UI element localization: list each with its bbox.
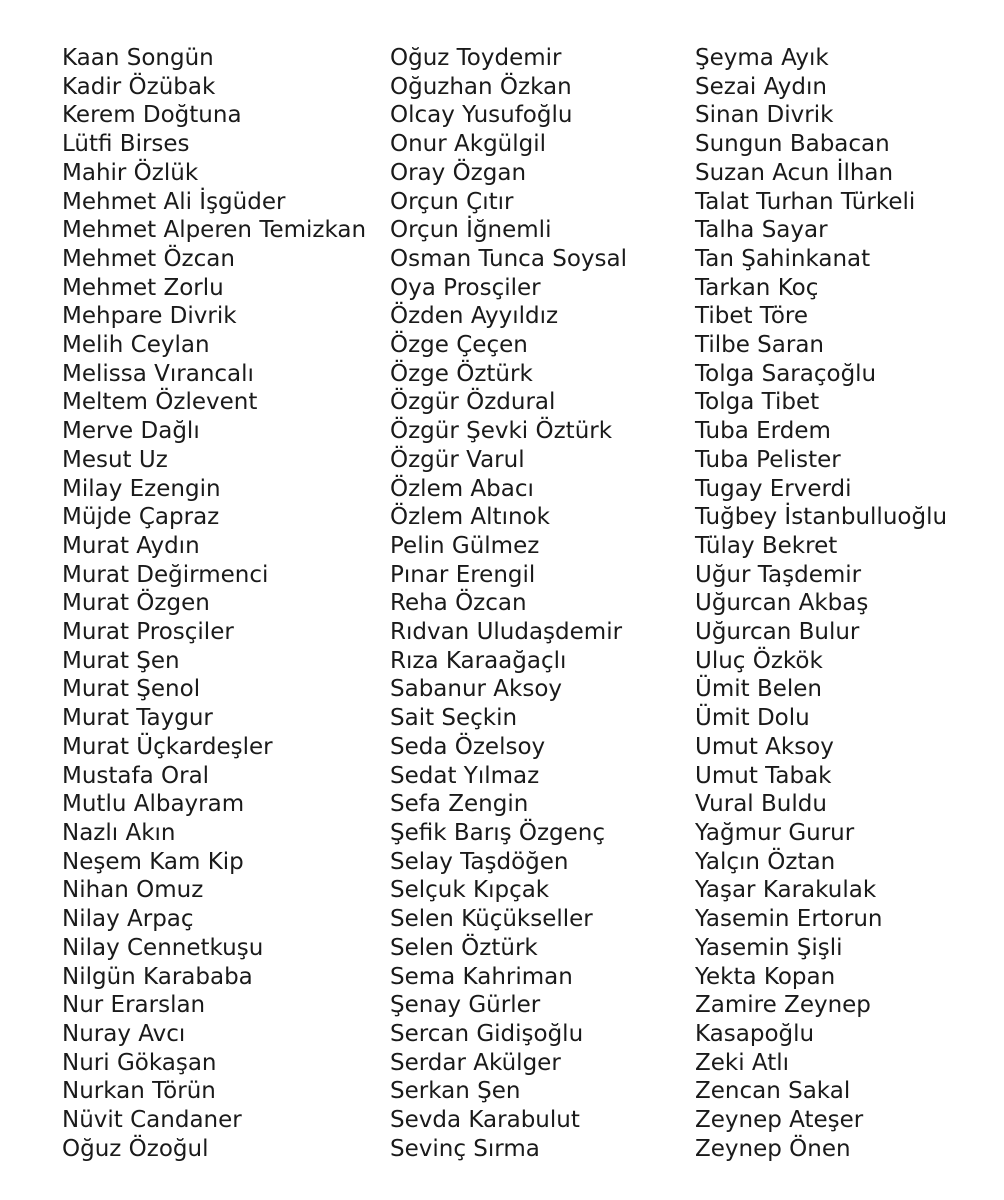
name-column-3 xyxy=(695,44,1000,1163)
name-entry: Seda Özelsoy xyxy=(390,733,546,760)
name-entry: Umut Tabak xyxy=(695,762,832,789)
name-entry: Selçuk Kıpçak xyxy=(390,877,550,904)
name-entry: Nilay Cennetkuşu xyxy=(62,934,264,961)
name-entry: Oğuzhan Özkan xyxy=(390,73,572,100)
name-entry: Mustafa Oral xyxy=(62,762,210,789)
name-entry: Şeyma Ayık xyxy=(695,45,829,71)
name-entry: Uğur Taşdemir xyxy=(695,561,862,588)
name-entry: Tuba Erdem xyxy=(695,418,831,445)
name-entry: Sait Seçkin xyxy=(390,705,518,732)
name-entry: Murat Değirmenci xyxy=(62,561,269,588)
name-entry: Selen Küçükseller xyxy=(390,906,593,933)
name-entry: Pelin Gülmez xyxy=(390,532,540,559)
name-entry: Sedat Yılmaz xyxy=(390,762,540,789)
name-entry: Mutlu Albayram xyxy=(62,791,245,818)
name-entry: Sezai Aydın xyxy=(695,73,827,100)
name-entry: Uğurcan Akbaş xyxy=(695,590,869,617)
name-entry: Murat Aydın xyxy=(62,532,200,559)
name-entry: Şenay Gürler xyxy=(390,992,541,1019)
name-entry: Ümit Dolu xyxy=(695,705,810,732)
name-entry: Mehmet Zorlu xyxy=(62,274,224,301)
name-entry: Tugay Erverdi xyxy=(695,475,852,502)
name-entry: Murat Üçkardeşler xyxy=(62,733,273,760)
name-entry: Nazlı Akın xyxy=(62,819,176,846)
name-entry: Mahir Özlük xyxy=(62,159,199,186)
name-entry: Yağmur Gurur xyxy=(695,819,855,846)
name-entry: Murat Taygur xyxy=(62,705,213,732)
name-entry: Yasemin Ertorun xyxy=(695,906,883,933)
name-entry: Sungun Babacan xyxy=(695,131,890,158)
name-entry: Oğuz Özoğul xyxy=(62,1135,209,1162)
name-entry: Yaşar Karakulak xyxy=(695,877,877,904)
name-entry: Sinan Divrik xyxy=(695,102,834,129)
name-entry: Murat Şenol xyxy=(62,676,201,703)
name-entry: Murat Özgen xyxy=(62,590,210,617)
name-entry: Uluç Özkök xyxy=(695,647,823,674)
name-entry: Zeki Atlı xyxy=(695,1049,790,1076)
name-entry: Özlem Abacı xyxy=(390,475,534,502)
name-entry: Tilbe Saran xyxy=(695,332,825,359)
name-entry: Serkan Şen xyxy=(390,1078,521,1105)
name-entry: Özgür Şevki Öztürk xyxy=(390,418,613,445)
name-entry: Nihan Omuz xyxy=(62,877,204,904)
name-entry: Melih Ceylan xyxy=(62,332,210,359)
name-entry: Zeynep Ateşer xyxy=(695,1107,864,1134)
name-entry: Mesut Uz xyxy=(62,446,168,473)
name-entry: Rıdvan Uludaşdemir xyxy=(390,619,623,646)
name-entry: Osman Tunca Soysal xyxy=(390,245,627,272)
name-entry: Murat Şen xyxy=(62,647,180,674)
name-entry: Mehpare Divrik xyxy=(62,303,237,330)
name-entry: Umut Aksoy xyxy=(695,733,834,760)
name-entry: Nilgün Karababa xyxy=(62,963,253,990)
name-entry: Kaan Songün xyxy=(62,45,214,71)
name-entry: Tolga Saraçoğlu xyxy=(695,360,877,387)
name-entry: Pınar Erengil xyxy=(390,561,536,588)
name-entry: Zeynep Önen xyxy=(695,1135,851,1162)
name-entry: Zencan Sakal xyxy=(695,1078,851,1105)
name-entry: Milay Ezengin xyxy=(62,475,221,502)
name-entry: Nuray Avcı xyxy=(62,1020,186,1047)
name-entry: Sevinç Sırma xyxy=(390,1135,540,1162)
name-entry: Özgür Özdural xyxy=(390,389,556,416)
name-entry: Selen Öztürk xyxy=(390,934,538,961)
name-entry: Tolga Tibet xyxy=(695,389,820,416)
name-entry: Nurkan Törün xyxy=(62,1078,216,1105)
name-entry: Orçun İğnemli xyxy=(390,217,552,244)
name-entry: Selay Taşdöğen xyxy=(390,848,569,875)
name-entry: Onur Akgülgil xyxy=(390,131,547,158)
name-entry: Özgür Varul xyxy=(390,446,525,473)
name-entry: Rıza Karaağaçlı xyxy=(390,647,567,674)
name-entry: Suzan Acun İlhan xyxy=(695,159,894,186)
name-entry: Serdar Akülger xyxy=(390,1049,561,1076)
name-entry: Sevda Karabulut xyxy=(390,1107,580,1134)
name-entry: Meltem Özlevent xyxy=(62,389,258,416)
name-entry: Melissa Vırancalı xyxy=(62,360,254,387)
name-entry: Mehmet Alperen Temizkan xyxy=(62,217,367,244)
name-entry: Orçun Çıtır xyxy=(390,188,514,215)
name-column-1 xyxy=(62,44,372,1163)
name-entry: Sabanur Aksoy xyxy=(390,676,563,703)
name-entry: Oray Özgan xyxy=(390,159,527,186)
name-entry: Vural Buldu xyxy=(695,791,827,818)
name-entry: Ümit Belen xyxy=(695,676,823,703)
name-entry: Uğurcan Bulur xyxy=(695,619,860,646)
name-entry: Kerem Doğtuna xyxy=(62,102,242,129)
name-entry: Müjde Çapraz xyxy=(62,504,220,531)
name-entry: Tarkan Koç xyxy=(695,274,819,301)
name-entry: Tülay Bekret xyxy=(695,532,838,559)
name-entry: Özge Öztürk xyxy=(390,360,533,387)
name-entry: Oğuz Toydemir xyxy=(390,45,562,71)
name-entry: Nuri Gökaşan xyxy=(62,1049,217,1076)
name-entry: Oya Prosçiler xyxy=(390,274,541,301)
name-entry: Yekta Kopan xyxy=(695,963,836,990)
name-entry: Tuba Pelister xyxy=(695,446,841,473)
name-entry: Lütfi Birses xyxy=(62,131,190,158)
name-entry: Yasemin Şişli xyxy=(695,934,843,961)
name-entry: Sema Kahriman xyxy=(390,963,573,990)
name-entry: Sefa Zengin xyxy=(390,791,529,818)
name-entry: Murat Prosçiler xyxy=(62,619,234,646)
name-entry: Nüvit Candaner xyxy=(62,1107,242,1134)
name-entry: Kadir Özübak xyxy=(62,73,216,100)
name-entry: Mehmet Özcan xyxy=(62,245,235,272)
name-entry: Talha Sayar xyxy=(695,217,828,244)
name-entry: Mehmet Ali İşgüder xyxy=(62,188,286,215)
name-entry: Özden Ayyıldız xyxy=(390,303,559,330)
name-entry: Tuğbey İstanbulluoğlu xyxy=(695,504,948,531)
name-entry: Yalçın Öztan xyxy=(695,848,836,875)
name-entry: Olcay Yusufoğlu xyxy=(390,102,573,129)
name-entry: Kasapoğlu xyxy=(695,1020,815,1047)
name-entry: Şefik Barış Özgenç xyxy=(390,819,606,846)
name-column-2 xyxy=(390,44,680,1163)
name-entry: Nur Erarslan xyxy=(62,992,206,1019)
name-entry: Sercan Gidişoğlu xyxy=(390,1020,584,1047)
name-entry: Özlem Altınok xyxy=(390,504,550,531)
name-entry: Tibet Töre xyxy=(695,303,809,330)
name-entry: Nilay Arpaç xyxy=(62,906,194,933)
name-entry: Zamire Zeynep xyxy=(695,992,871,1019)
name-entry: Özge Çeçen xyxy=(390,332,528,359)
name-entry: Talat Turhan Türkeli xyxy=(695,188,916,215)
name-entry: Neşem Kam Kip xyxy=(62,848,244,875)
name-entry: Reha Özcan xyxy=(390,590,527,617)
name-entry: Tan Şahinkanat xyxy=(695,245,871,272)
name-entry: Merve Dağlı xyxy=(62,418,200,445)
